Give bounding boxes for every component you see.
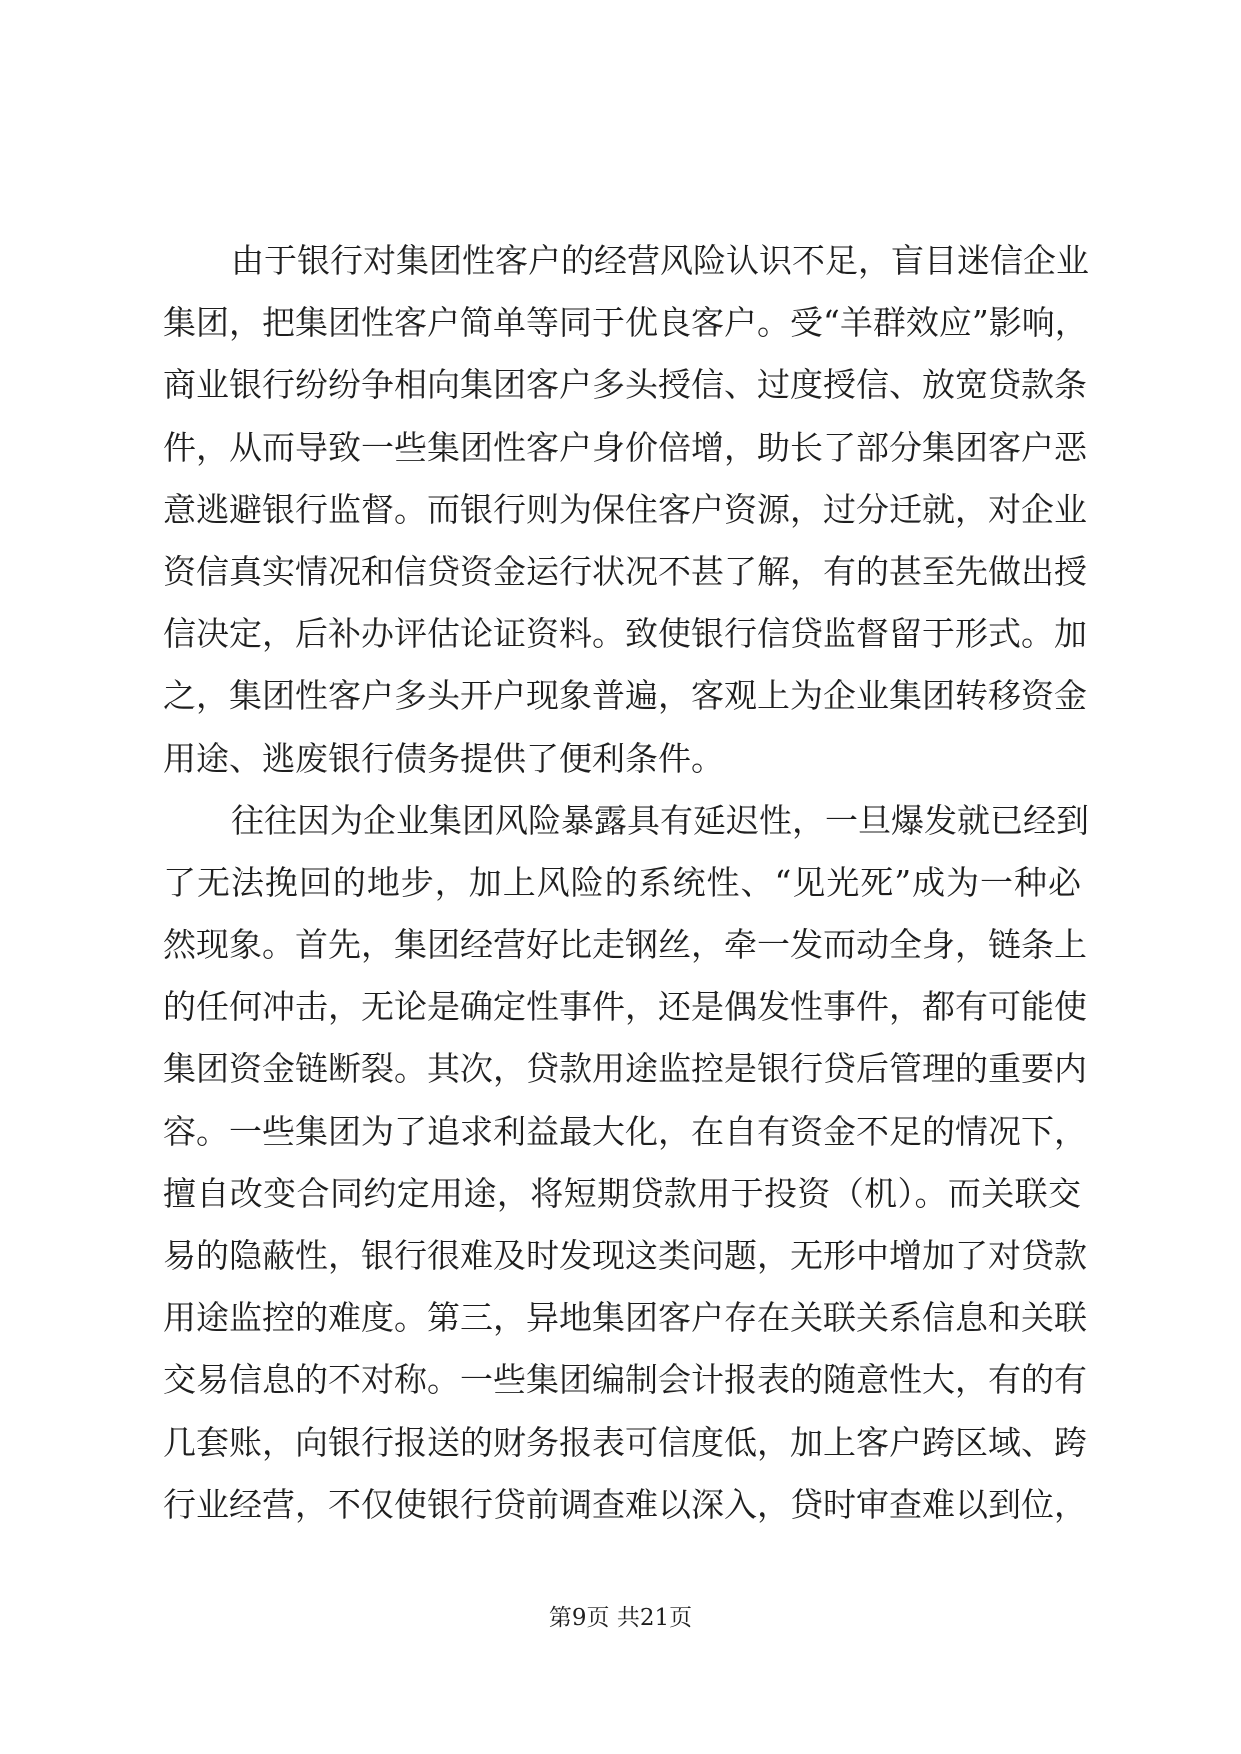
paragraph-1-line-5: 意逃避银行监督。而银行则为保住客户资源，过分迁就，对企业	[163, 489, 1087, 529]
paragraph-2-line-1: 往往因为企业集团风险暴露具有延迟性，一旦爆发就已经到	[231, 800, 1089, 840]
paragraph-2-line-11: 几套账，向银行报送的财务报表可信度低，加上客户跨区域、跨	[163, 1422, 1087, 1462]
paragraph-2-line-5: 集团资金链断裂。其次，贷款用途监控是银行贷后管理的重要内	[163, 1049, 1087, 1089]
paragraph-1-line-9: 用途、逃废银行债务提供了便利条件。	[163, 738, 724, 778]
page-footer: 第9页 共21页	[548, 1605, 693, 1631]
body-text	[163, 230, 1089, 1536]
paragraph-1-line-7: 信决定，后补办评估论证资料。致使银行信贷监督留于形式。加	[163, 614, 1087, 654]
paragraph-2-line-12: 行业经营，不仅使银行贷前调查难以深入，贷时审查难以到位，	[163, 1484, 1087, 1524]
paragraph-1-line-8: 之，集团性客户多头开户现象普遍，客观上为企业集团转移资金	[163, 676, 1087, 716]
paragraph-2-line-7: 擅自改变合同约定用途，将短期贷款用于投资（机）。而关联交	[163, 1173, 1081, 1213]
paragraph-2-line-9: 用途监控的难度。第三，异地集团客户存在关联关系信息和关联	[163, 1298, 1087, 1338]
paragraph-2-line-8: 易的隐蔽性，银行很难及时发现这类问题，无形中增加了对贷款	[163, 1236, 1087, 1275]
paragraph-1-line-6: 资信真实情况和信贷资金运行状况不甚了解，有的甚至先做出授	[163, 551, 1087, 591]
paragraph-1-line-1: 由于银行对集团性客户的经营风险认识不足，盲目迷信企业	[231, 241, 1089, 280]
paragraph-2-line-4: 的任何冲击，无论是确定性事件，还是偶发性事件，都有可能使	[163, 987, 1087, 1027]
paragraph-1-line-4: 件，从而导致一些集团性客户身价倍增，助长了部分集团客户恶	[163, 427, 1087, 467]
paragraph-1-line-3: 商业银行纷纷争相向集团客户多头授信、过度授信、放宽贷款条	[163, 365, 1087, 405]
paragraph-2-line-10: 交易信息的不对称。一些集团编制会计报表的随意性大，有的有	[163, 1360, 1087, 1400]
paragraph-2-line-3: 然现象。首先，集团经营好比走钢丝，牵一发而动全身，链条上	[163, 925, 1087, 965]
paragraph-2-line-2: 了无法挽回的地步，加上风险的系统性、“见光死”成为一种必	[163, 862, 1081, 902]
paragraph-1-line-2: 集团，把集团性客户简单等同于优良客户。受“羊群效应”影响，	[163, 303, 1088, 343]
paragraph-2-line-6: 容。一些集团为了追求利益最大化，在自有资金不足的情况下，	[163, 1111, 1087, 1151]
